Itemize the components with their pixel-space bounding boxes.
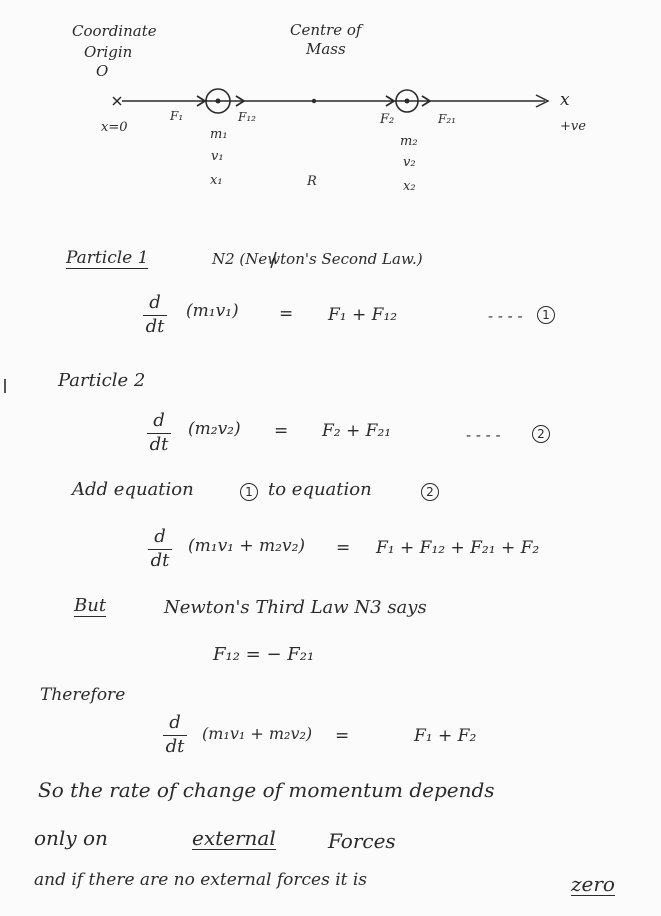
- eq3-rhs: F₁ + F₁₂ + F₂₁ + F₂: [376, 538, 540, 558]
- eq2-leader: - - - -: [466, 426, 501, 444]
- eq4-numerator: d: [169, 712, 181, 733]
- eq2-derivative: [147, 412, 171, 454]
- x-axis-direction: +ve: [560, 119, 586, 134]
- force-f1-label: F₁: [170, 109, 184, 123]
- centre-of-mass-dot: [312, 99, 316, 103]
- x-axis-label: x: [560, 90, 570, 110]
- eq4-lhs: (m₁v₁ + m₂v₂): [202, 724, 313, 743]
- particle-2-heading: Particle 2: [58, 370, 146, 391]
- margin-mark: [4, 379, 6, 393]
- eq1-lhs: (m₁v₁): [186, 301, 239, 321]
- eq3-equals: =: [336, 538, 351, 558]
- therefore-label: Therefore: [40, 685, 126, 705]
- eq4-denominator: dt: [165, 736, 185, 757]
- but-word: But: [74, 595, 107, 616]
- conclusion-line-3: and if there are no external forces it is: [34, 870, 368, 890]
- origin-x-label: x=0: [101, 120, 128, 135]
- conclusion-external-word: external: [192, 826, 276, 850]
- eq3-denominator: dt: [150, 550, 170, 571]
- force-f21-label: F₂₁: [438, 112, 456, 126]
- newton-third-law-text: Newton's Third Law N3 says: [164, 597, 427, 618]
- eq1-equals: =: [279, 304, 294, 324]
- origin-marker: [113, 97, 121, 105]
- centre-of-mass-position: R: [307, 174, 317, 189]
- particle-1-position: x₁: [210, 173, 223, 188]
- particle-1-mass: m₁: [210, 127, 228, 142]
- centre-of-mass-label-line-2: Mass: [306, 40, 346, 58]
- particle-1-velocity: v₁: [211, 149, 224, 164]
- conclusion-zero-word: zero: [571, 872, 615, 896]
- conclusion-forces-word: Forces: [328, 829, 396, 853]
- eq2-denominator: dt: [149, 434, 169, 455]
- force-f2-label: F₂: [380, 112, 395, 127]
- eq2-number-tag: 2: [532, 425, 550, 443]
- eq1-leader: - - - -: [488, 307, 523, 325]
- particle-2-mass: m₂: [400, 134, 418, 149]
- particle-2-dot: [405, 99, 410, 104]
- centre-of-mass-label-line-1: Centre of: [290, 21, 362, 39]
- particle-2-position: x₂: [403, 179, 416, 194]
- particle-2-velocity: v₂: [403, 155, 416, 170]
- particle-1-dot: [216, 99, 221, 104]
- add-equation-1-tag: 1: [240, 483, 258, 501]
- eq2-numerator: d: [153, 410, 165, 431]
- origin-label-line-1: Coordinate: [72, 22, 157, 40]
- conclusion-line-2-start: only on: [34, 826, 108, 850]
- add-equations-text-1: Add equation: [72, 479, 194, 500]
- eq3-lhs: (m₁v₁ + m₂v₂): [188, 536, 306, 556]
- add-equations-text-2: to equation: [268, 479, 372, 500]
- conclusion-line-1: So the rate of change of momentum depends: [38, 778, 495, 802]
- force-f12-label: F₁₂: [238, 110, 256, 124]
- eq3-derivative: [148, 528, 172, 570]
- eq2-lhs: (m₂v₂): [188, 419, 241, 439]
- add-equation-2-tag: 2: [421, 483, 439, 501]
- newton-third-law-equation: F₁₂ = − F₂₁: [213, 644, 315, 665]
- eq2-equals: =: [274, 421, 289, 441]
- eq1-numerator: d: [149, 292, 161, 313]
- eq1-derivative: [143, 294, 167, 336]
- eq3-numerator: d: [154, 526, 166, 547]
- eq4-equals: =: [335, 726, 350, 746]
- eq1-rhs: F₁ + F₁₂: [328, 305, 398, 325]
- particle-1-note: N2 (Newton's Second Law.): [212, 250, 423, 268]
- eq1-denominator: dt: [145, 316, 165, 337]
- eq2-rhs: F₂ + F₂₁: [322, 421, 392, 441]
- origin-label-line-2: Origin: [84, 43, 133, 61]
- eq4-derivative: [163, 714, 187, 756]
- eq1-number-tag: 1: [537, 306, 555, 324]
- eq4-rhs: F₁ + F₂: [414, 726, 477, 746]
- origin-symbol: O: [96, 62, 109, 80]
- particle-1-heading: Particle 1: [66, 248, 149, 268]
